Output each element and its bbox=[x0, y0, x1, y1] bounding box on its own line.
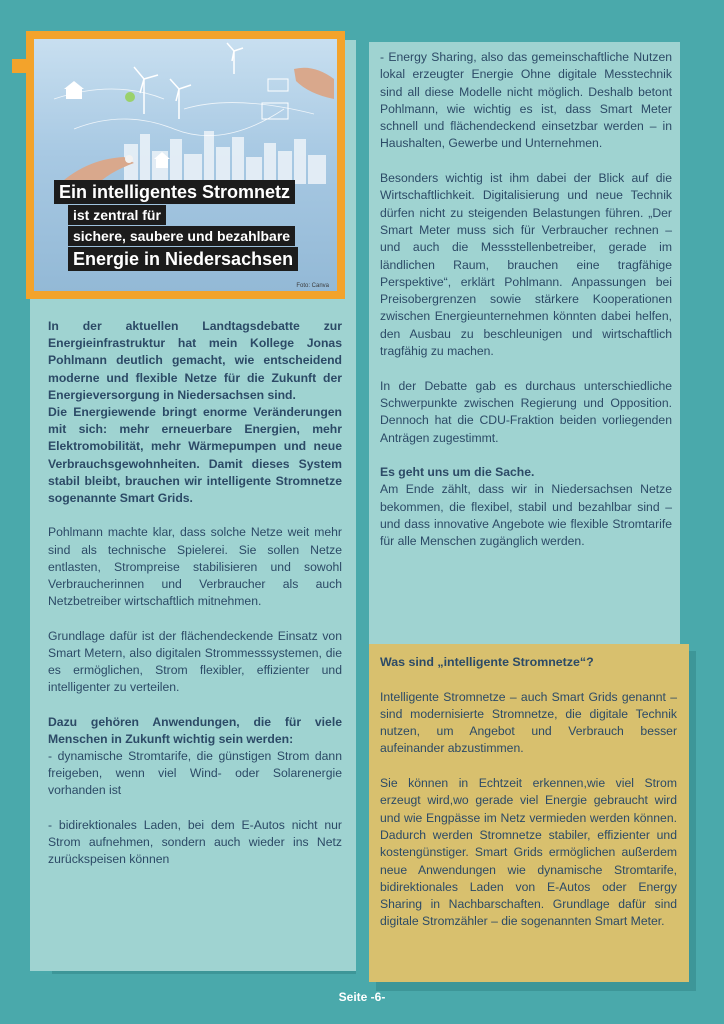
page-number: Seite -6- bbox=[338, 990, 386, 1004]
paragraph-pohlmann: Pohlmann machte klar, dass solche Netze weit mehr sind als technische Spielerei. Sie sollen Netze entlasten, Strompreise stabilisieren und sowohl Verbraucherinnen und Verbraucher als auch Netzbetreiber wirtschaftlich mitnehmen. bbox=[48, 525, 342, 609]
intro-paragraph-2: Die Energiewende bringt enorme Veränderungen mit sich: mehr erneuerbare Energien, mehr Elektromobilität, mehr Wärmepumpen und neue Verbrauchsgewohnheiten. Damit dieses System stabil bleibt, brauchen wir intelligente Stromnetze sogenannte Smart Grids. bbox=[48, 405, 342, 506]
hero-headline bbox=[54, 180, 298, 272]
intro-paragraph: In der aktuellen Landtagsdebatte zur Energieinfrastruktur hat mein Kollege Jonas Pohlmann deutlich gemacht, wie entscheidend moderne und flexible Netze für die Zukunft der Energieversorgung in Niedersachsen sind. bbox=[48, 319, 342, 402]
right-article-text bbox=[380, 49, 672, 551]
applications-item-bidirectional: - bidirektionales Laden, bei dem E-Autos nicht nur Strom aufnehmen, sondern auch wieder ins Netz zurückspeisen können bbox=[48, 817, 342, 867]
info-box bbox=[369, 644, 689, 982]
hero-image-card bbox=[26, 31, 345, 299]
photo-credit: Foto: Canva bbox=[296, 283, 329, 289]
hero-title-line-4: Energie in Niedersachsen bbox=[68, 247, 298, 271]
applications-item-tariffs: - dynamische Stromtarife, die günstigen Strom dann freigeben, wenn viel Wind- oder Solarenergie vorhanden ist bbox=[48, 749, 342, 798]
info-box-heading: Was sind „intelligente Stromnetze“? bbox=[380, 655, 594, 669]
applications-heading: Dazu gehören Anwendungen, die für viele Menschen in Zukunft wichtig sein werden: bbox=[48, 714, 342, 746]
conclusion-heading: Es geht uns um die Sache. bbox=[380, 465, 535, 480]
hero-title-line-2: ist zentral für bbox=[68, 205, 166, 225]
hero-title-line-1: Ein intelligentes Stromnetz bbox=[54, 180, 295, 204]
paragraph-conclusion: Am Ende zählt, dass wir in Niedersachsen Netze bekommen, die flexibel, stabil und bezahlbar sind – und dass innovative Angebote wie flexible Stromtarife für alle Menschen zugänglich werden. bbox=[380, 482, 672, 549]
paragraph-smart-meter: Grundlage dafür ist der flächendeckende Einsatz von Smart Metern, also digitalen Strommesssystemen, die es ermöglichen, Strom flexibler, effizienter und intelligenter zu verteilen. bbox=[48, 628, 342, 695]
info-box-paragraph-2: Sie können in Echtzeit erkennen,wie viel Strom erzeugt wird,wo gerade viel Energie gebraucht wird und wie Engpässe im Netz vermieden werden können. Dadurch werden Stromnetze stabiler, effizienter und kostengünstiger. Smart Grids ermöglichen außerdem neue Anwendungen wie dynamische Stromtarife, bidirektionales Laden von E-Autos oder Energy Sharing in Nachbarschaften. Grundlage dafür sind digitale Stromzähler – die sogenannten Smart Meter. bbox=[380, 776, 677, 929]
paragraph-debate: In der Debatte gab es durchaus unterschiedliche Schwerpunkte zwischen Regierung und Opposition. Dennoch hat die CDU-Fraktion beiden vorliegenden Anträgen zugestimmt. bbox=[380, 378, 672, 445]
info-box-paragraph-1: Intelligente Stromnetze – auch Smart Grids genannt – sind modernisierte Stromnetze, die digitale Technik nutzen, um Angebot und Verbrauch besser aufeinander abzustimmen. bbox=[380, 689, 677, 756]
left-article-text bbox=[48, 318, 342, 868]
smart-grid-photo bbox=[34, 39, 337, 291]
paragraph-energy-sharing: - Energy Sharing, also das gemeinschaftliche Nutzen lokal erzeugter Energie Ohne digitale Messtechnik sind all diese Modelle nicht möglich. Deshalb betont Pohlmann, wie wichtig es ist, dass Smart Meter schnell und flächendeckend einsetzbar werden – in Haushalten, Gewerbe und Unternehmen. bbox=[380, 50, 672, 151]
hero-title-line-3: sichere, saubere und bezahlbare bbox=[68, 226, 295, 246]
paragraph-economics: Besonders wichtig ist ihm dabei der Blick auf die Wirtschaftlichkeit. Digitalisierung und neue Technik dürfen nicht zu steigenden Belastungen führen. „Der Smart Meter muss sich für Verbraucher rechnen – und auch die Messstellenbetreiber, gerade im ländlichen Raum, brauchen eine tragfähige Perspektive“, erklärt Pohlmann. Anpassungen bei Preisobergrenzen sowie stärkere Kooperationen zwischen Energieunternehmen könnten dabei helfen, den Ausbau zu beschleunigen und wirtschaftlich tragfähig zu machen. bbox=[380, 171, 672, 359]
